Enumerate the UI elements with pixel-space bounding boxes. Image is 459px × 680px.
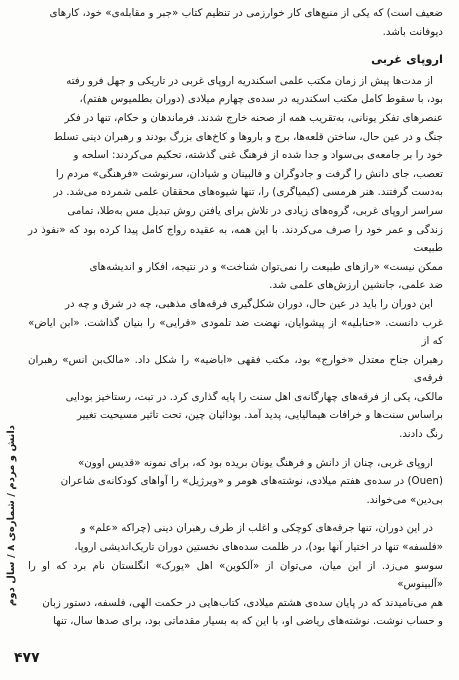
paragraph-1: [28, 72, 443, 295]
text-line: براساس سنت‌ها و خرافات هیمالیایی، پدید آمد. بودائیان چین، تحت تاثیر مسیحیت تغییر: [76, 409, 443, 422]
text-line: در این دوران، تنها جرقه‌های کوچکی و اغلب از طرف رهبران دینی (چراکه «علم» و: [80, 522, 433, 535]
paragraph-gap: [28, 509, 443, 519]
text-line: سراسر اروپای غربی، گروه‌های زیادی در تلاش برای یافتن روش تبدیل مس به‌طلا، تمامی: [67, 204, 443, 217]
text-line: ممکن نیست» «رازهای طبیعت را نمی‌توان شناخت» و در نتیجه، افکار و اندیشه‌های: [89, 260, 443, 273]
text-line: ضعیف است) که یکی از منبع‌های کار خوارزمی در تنظیم کتاب «جبر و مقابله‌ی» خود، کارهای: [49, 7, 443, 19]
text-line: زندگی و عمر خود را صرف می‌کردند. با این همه، به عقیده رواج کامل پیدا کرده بود که «نفوذ در طبیعت: [28, 223, 443, 255]
text-line: «فلسفه» تنها در اختیار آنها بود)، در ظلمت سده‌های نخستین دوران تاریک‌اندیشی اروپا،: [74, 541, 443, 554]
text-line: غرب دانست. «حنابلیه» از پیشوایان، نهضت ضد تلمودی «قرایی» را بنیان گذاشت. «ابن ایاض» که از: [28, 316, 443, 348]
text-line: به‌دست گرفتند. هنر هرمسی (کیمیاگری) را، تنها شیوه‌های محققان علمی شمرده می‌شد. در: [53, 186, 443, 199]
section-heading: اروپای غربی: [371, 52, 443, 67]
text-line: رنگ دادند.: [399, 428, 443, 441]
text-line: جنگ و در عین حال، ساختن قلعه‌ها، برج و باروها و کاخ‌های بزرگ بودند و رهبران دینی تسلط: [53, 130, 443, 143]
text-line: اروپای غربی، چنان از دانش و فرهنگ یونان بریده بود که، برای نمونه «قدیس اوون»: [77, 456, 433, 469]
text-line: و حساب نوشت. نوشته‌های ریاضی او، با این که به بسیار مقدماتی بود، برای صدها سال، تنها: [52, 615, 443, 628]
text-line: خود را بر جامعه‌ی بی‌سواد و جدا شده از فرهنگ غنی گذشته، تحکیم می‌کردند: اسلحه و: [73, 149, 443, 162]
intro-paragraph: [28, 4, 443, 41]
text-line: این دوران را باید در عین حال، دوران شکل‌گیری فرقه‌های مذهبی، چه در شرق و چه در: [65, 297, 433, 310]
text-line: از مدت‌ها پیش از زمان مکتب علمی اسکندریه اروپای غربی در تاریکی و جهل فرو رفته: [66, 74, 433, 87]
paragraph-3: [28, 454, 443, 510]
journal-running-head: [2, 388, 20, 643]
text-line: دیوفانت باشد.: [382, 25, 443, 38]
page-number: ۴۷۷: [14, 650, 40, 666]
page-text-column: [28, 4, 443, 631]
text-line: تعصب، جای دانش را گرفت و جادوگران و فالبینان و شیادان، سرنوشت «فرهنگی» مردم را: [55, 167, 443, 180]
paragraph-gap: [28, 444, 443, 454]
text-line: (Ouen) در سده‌ی هفتم میلادی، نوشته‌های هومر و «ویرژیل» را آواهای کودکانه‌ی شاعران: [60, 475, 443, 488]
text-line: بی‌دین» می‌خواند.: [366, 493, 443, 506]
text-line: رهبران جناح معتدل «خوارج» بود، مکتب فقهی «اباضیه» را شکل داد. «مالک‌بن انس» رهبران فرقه‌ی: [28, 353, 443, 385]
text-line: عنصرهای تفکر یونانی، به‌تقریب همه از صحنه خارج شدند. فرماندهان و حکام، تنها در فکر: [64, 111, 443, 124]
paragraph-4: [28, 519, 443, 631]
text-line: بود، با سقوط کامل مکتب اسکندریه در سده‌ی چهارم میلادی (دوران بطلمیوس هفتم)،: [79, 93, 443, 106]
text-line: مالکی، یکی از فرقه‌های چهارگانه‌ی اهل سنت را پایه گذاری کرد. در تبت، رستاخیز بودایی: [65, 390, 443, 403]
paragraph-2: [28, 295, 443, 444]
text-line: ضد علمی، جانشین ارزش‌های علمی شد.: [269, 279, 443, 292]
text-line: سوسو می‌زد. از این میان، می‌توان از «آلکوین» اهل «یورک» انگلستان نام برد که او را «آلبینوس»: [28, 559, 443, 591]
text-line: هم می‌نامیدند که در پایان سده‌ی هشتم میلادی، کتاب‌هایی در حکمت الهی، فلسفه، دستور زبان: [42, 596, 443, 609]
journal-running-head-text: دانش و مردم / شماره‌ی ۸ / سال دوم: [5, 425, 17, 606]
